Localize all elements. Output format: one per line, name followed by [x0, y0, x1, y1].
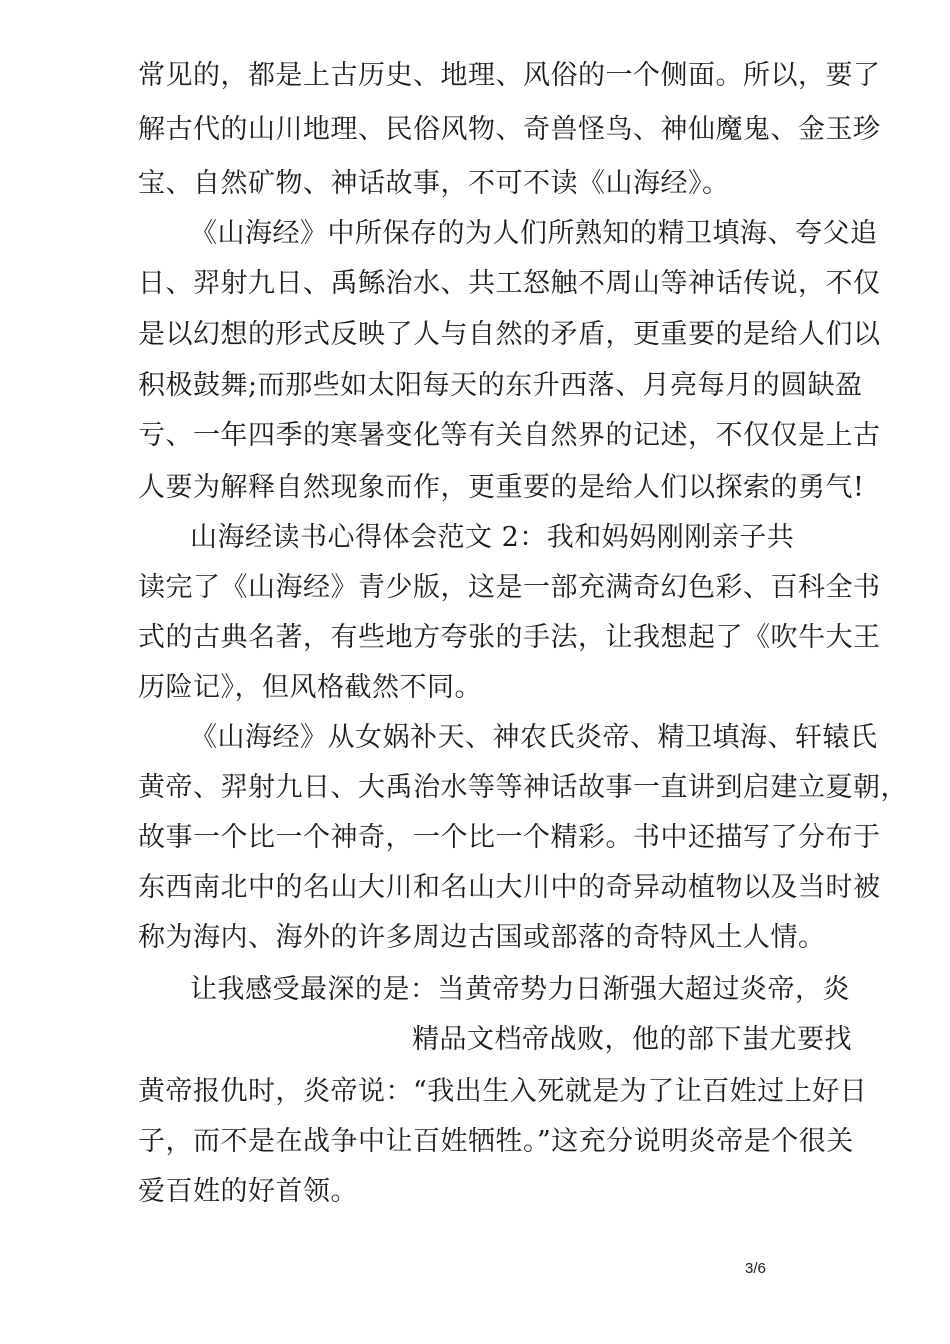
text-line: 故事一个比一个神奇，一个比一个精彩。书中还描写了分布于	[138, 822, 881, 853]
essay-heading: 山海经读书心得体会范文 2：我和妈妈刚刚亲子共	[190, 522, 795, 553]
text-line: 黄帝、羿射九日、大禹治水等等神话故事一直讲到启建立夏朝，	[138, 772, 908, 803]
text-line: 历险记》，但风格截然不同。	[138, 672, 482, 703]
text-line-watermark: 精品文档帝战败，他的部下蚩尤要找	[412, 1024, 852, 1055]
paragraph-start: 《山海经》中所保存的为人们所熟知的精卫填海、夸父追	[190, 218, 878, 249]
text-line: 常见的，都是上古历史、地理、风俗的一个侧面。所以，要了	[138, 60, 881, 91]
text-line: 读完了《山海经》青少版，这是一部充满奇幻色彩、百科全书	[138, 572, 881, 603]
page-number: 3/6	[745, 1260, 766, 1277]
paragraph-start: 《山海经》从女娲补天、神农氏炎帝、精卫填海、轩辕氏	[190, 722, 878, 753]
text-line: 亏、一年四季的寒暑变化等有关自然界的记述，不仅仅是上古	[138, 420, 881, 451]
text-line: 解古代的山川地理、民俗风物、奇兽怪鸟、神仙魔鬼、金玉珍	[138, 114, 881, 145]
text-line: 是以幻想的形式反映了人与自然的矛盾，更重要的是给人们以	[138, 319, 881, 350]
text-line: 爱百姓的好首领。	[138, 1176, 358, 1207]
text-line: 宝、自然矿物、神话故事，不可不读《山海经》。	[138, 168, 730, 199]
text-line: 人要为解释自然现象而作，更重要的是给人们以探索的勇气!	[138, 472, 865, 503]
text-line: 式的古典名著，有些地方夸张的手法，让我想起了《吹牛大王	[138, 622, 881, 653]
text-line: 东西南北中的名山大川和名山大川中的奇异动植物以及当时被	[138, 872, 881, 903]
paragraph-start: 让我感受最深的是：当黄帝势力日渐强大超过炎帝，炎	[190, 974, 850, 1005]
text-line: 称为海内、海外的许多周边古国或部落的奇特风土人情。	[138, 922, 826, 953]
text-line: 日、羿射九日、禹鲧治水、共工怒触不周山等神话传说，不仅	[138, 268, 881, 299]
text-line: 黄帝报仇时，炎帝说：“我出生入死就是为了让百姓过上好日	[138, 1076, 868, 1107]
text-line: 子，而不是在战争中让百姓牺牲。”这充分说明炎帝是个很关	[138, 1126, 854, 1157]
text-line: 积极鼓舞;而那些如太阳每天的东升西落、月亮每月的圆缺盈	[138, 370, 863, 401]
